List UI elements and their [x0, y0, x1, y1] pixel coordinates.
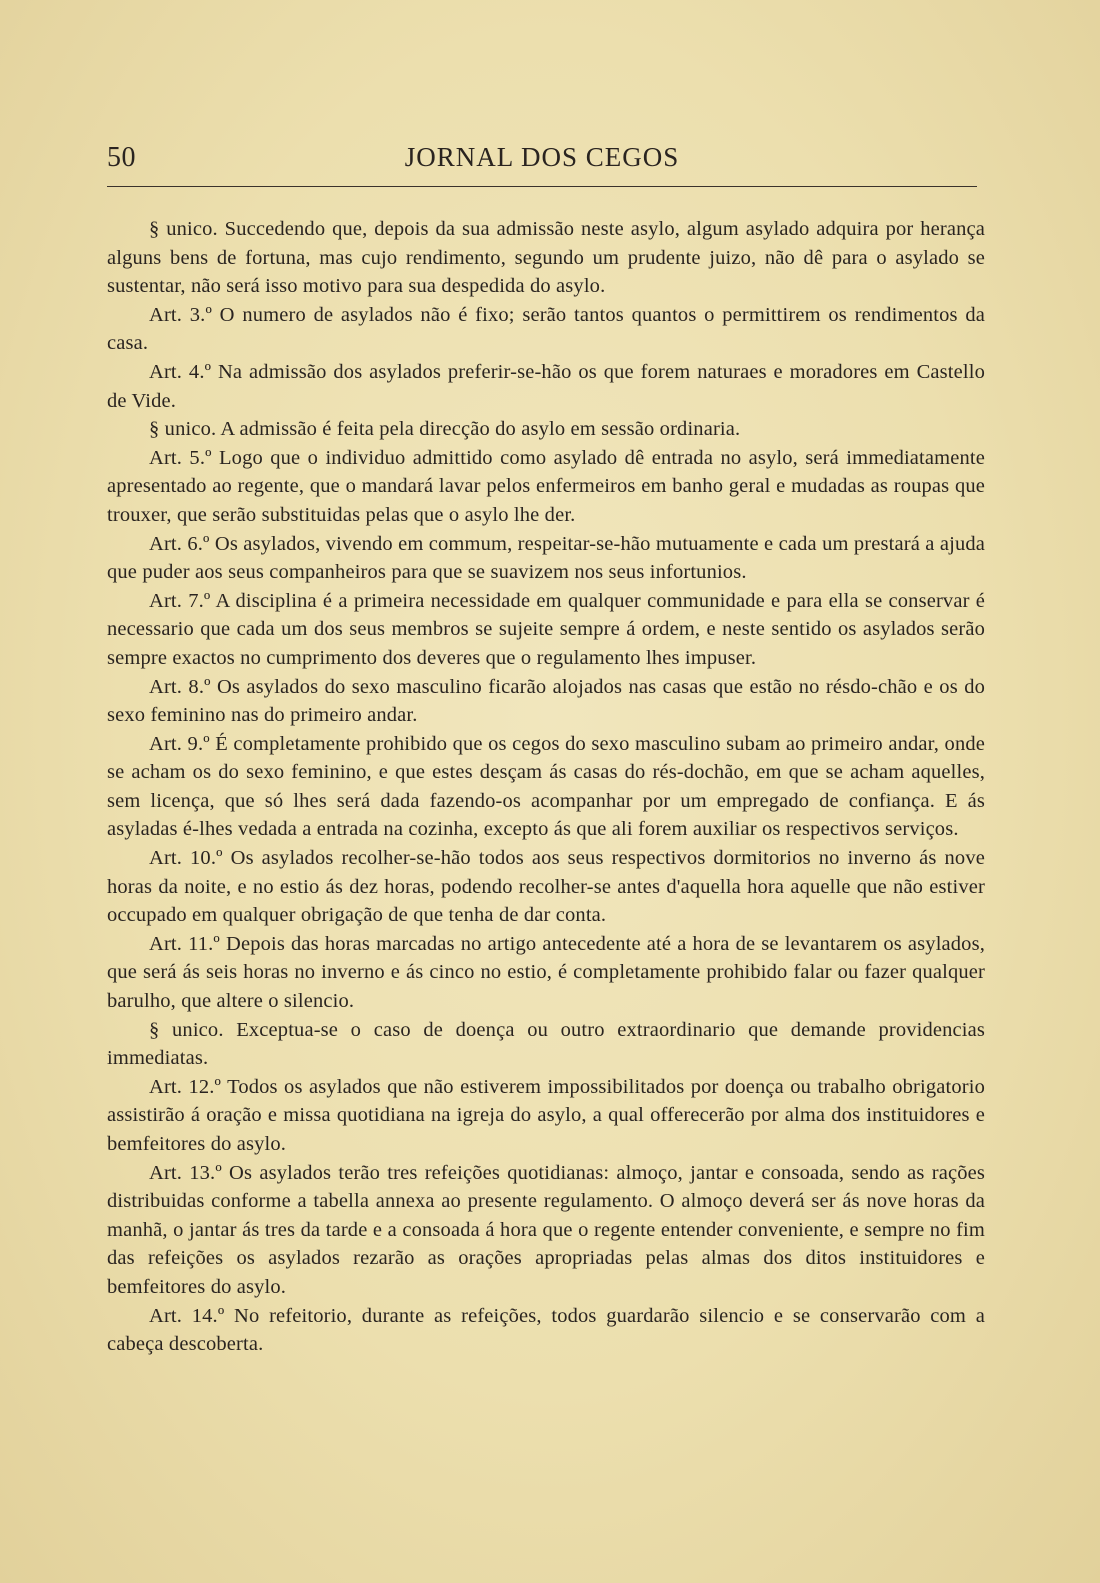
paragraph-label: § unico. [149, 218, 218, 240]
paragraph-label: Art. 14.º [149, 1304, 225, 1327]
paragraph-text: Exceptua-se o caso de doença ou outro extraordinario que demande providencias immediatas. [107, 1018, 985, 1070]
paragraph-label: Art. 8.º [149, 675, 211, 698]
paragraph-label: Art. 13.º [149, 1161, 222, 1184]
paragraph-label: § unico. [149, 1018, 224, 1041]
paragraph [107, 673, 985, 730]
paragraph [107, 1016, 985, 1073]
paragraph-label: Art. 10.º [149, 847, 223, 870]
paragraph-text: Os asylados terão tres refeições quotidianas: almoço, jantar e consoada, sendo as rações distribuidas conforme a tabella annexa ao presente regulamento. O almoço deverá ser ás nove horas da manhã, o jantar ás tres da tarde e a consoada á hora que o regente entender conveniente, e sempre no fim das refeições os asylados rezarão as orações apropriadas pelas almas dos ditos instituidores e bemfeitores do asylo. [107, 1161, 985, 1298]
paragraph [107, 1302, 985, 1359]
paragraph [107, 530, 985, 587]
paragraph-label: Art. 6.º [149, 532, 210, 555]
paragraph [107, 415, 985, 444]
paragraph [107, 215, 985, 301]
paragraph-text: A admissão é feita pela direcção do asylo em sessão ordinaria. [216, 418, 741, 441]
paragraph-text: Os asylados recolher-se-hão todos aos seus respectivos dormitorios no inverno ás nove horas da noite, e no estio ás dez horas, podendo recolher-se antes d'aquella hora aquelle que não estiver occupado em qualquer obrigação de que tenha de dar conta. [107, 847, 985, 927]
page-number: 50 [107, 142, 136, 173]
paragraph-label: Art. 5.º [149, 446, 212, 469]
paragraph [107, 1159, 985, 1302]
paragraph [107, 1073, 985, 1159]
paragraph-text: Os asylados do sexo masculino ficarão alojados nas casas que estão no résdo-chão e os do sexo feminino nas do primeiro andar. [107, 675, 985, 727]
paragraph [107, 587, 985, 673]
paragraph-text: É completamente prohibido que os cegos do sexo masculino subam ao primeiro andar, onde se acham os do sexo feminino, e que estes desçam ás casas do rés-dochão, em que se acham aquelles, sem licença, que só lhes será dada fazendo-os acompanhar por um empregado de confiança. E ás asyladas é-lhes vedada a entrada na cozinha, excepto ás que ali forem auxiliar os respectivos serviços. [107, 732, 985, 841]
paragraph [107, 358, 985, 415]
paragraph [107, 444, 985, 530]
paragraph-text: A disciplina é a primeira necessidade em qualquer communidade e para ella se conservar é necessario que cada um dos seus membros se sujeite sempre á ordem, e neste sentido os asylados serão sempre exactos no cumprimento dos deveres que o regulamento lhes impuser. [107, 589, 985, 669]
paragraph-label: Art. 11.º [149, 932, 220, 955]
paragraph [107, 301, 985, 358]
paragraph-label: Art. 12.º [149, 1075, 222, 1098]
paragraph-text: Succedendo que, depois da sua admissão neste asylo, algum asylado adquira por herança alguns bens de fortuna, mas cujo rendimento, segundo um prudente juizo, não dê para o asylado se sustentar, não será isso motivo para sua despedida do asylo. [107, 218, 986, 298]
paragraph-text: Logo que o individuo admittido como asylado dê entrada no asylo, será immediatamente apresentado ao regente, que o mandará lavar pelos enfermeiros em banho geral e mudadas as roupas que trouxer, que serão substituidas pelas que o asylo lhe der. [107, 446, 985, 526]
paragraph-label: Art. 4.º [149, 360, 212, 383]
paragraph [107, 844, 985, 930]
paragraph-text: O numero de asylados não é fixo; serão tantos quantos o permittirem os rendimentos da casa. [107, 303, 985, 355]
paragraph-text: Depois das horas marcadas no artigo antecedente até a hora de se levantarem os asylados, que será ás seis horas no inverno e ás cinco no estio, é completamente prohibido falar ou fazer qualquer barulho, que altere o silencio. [107, 932, 985, 1013]
paragraph-label: Art. 3.º [149, 303, 212, 326]
page-header [107, 142, 977, 178]
paragraph-label: Art. 7.º [149, 589, 211, 612]
paragraph-text: No refeitorio, durante as refeições, todos guardarão silencio e se conservarão com a cabeça descoberta. [107, 1304, 985, 1356]
paragraph-text: Os asylados, vivendo em commum, respeitar-se-hão mutuamente e cada um prestará a ajuda que puder aos seus companheiros para que se suavizem nos seus infortunios. [107, 532, 985, 584]
paragraph-text: Na admissão dos asylados preferir-se-hão os que forem naturaes e moradores em Castello de Vide. [107, 360, 985, 412]
header-rule [107, 186, 977, 187]
paragraph-text: Todos os asylados que não estiverem impossibilitados por doença ou trabalho obrigatorio assistirão á oração e missa quotidiana na igreja do asylo, a qual offerecerão por alma dos instituidores e bemfeitores do asylo. [107, 1075, 985, 1155]
paragraph-label: Art. 9.º [149, 732, 210, 755]
paragraph [107, 930, 985, 1016]
paragraph [107, 730, 985, 844]
body-text [107, 215, 985, 1359]
paragraph-label: § unico. [149, 418, 217, 441]
running-title: JORNAL DOS CEGOS [404, 142, 680, 172]
